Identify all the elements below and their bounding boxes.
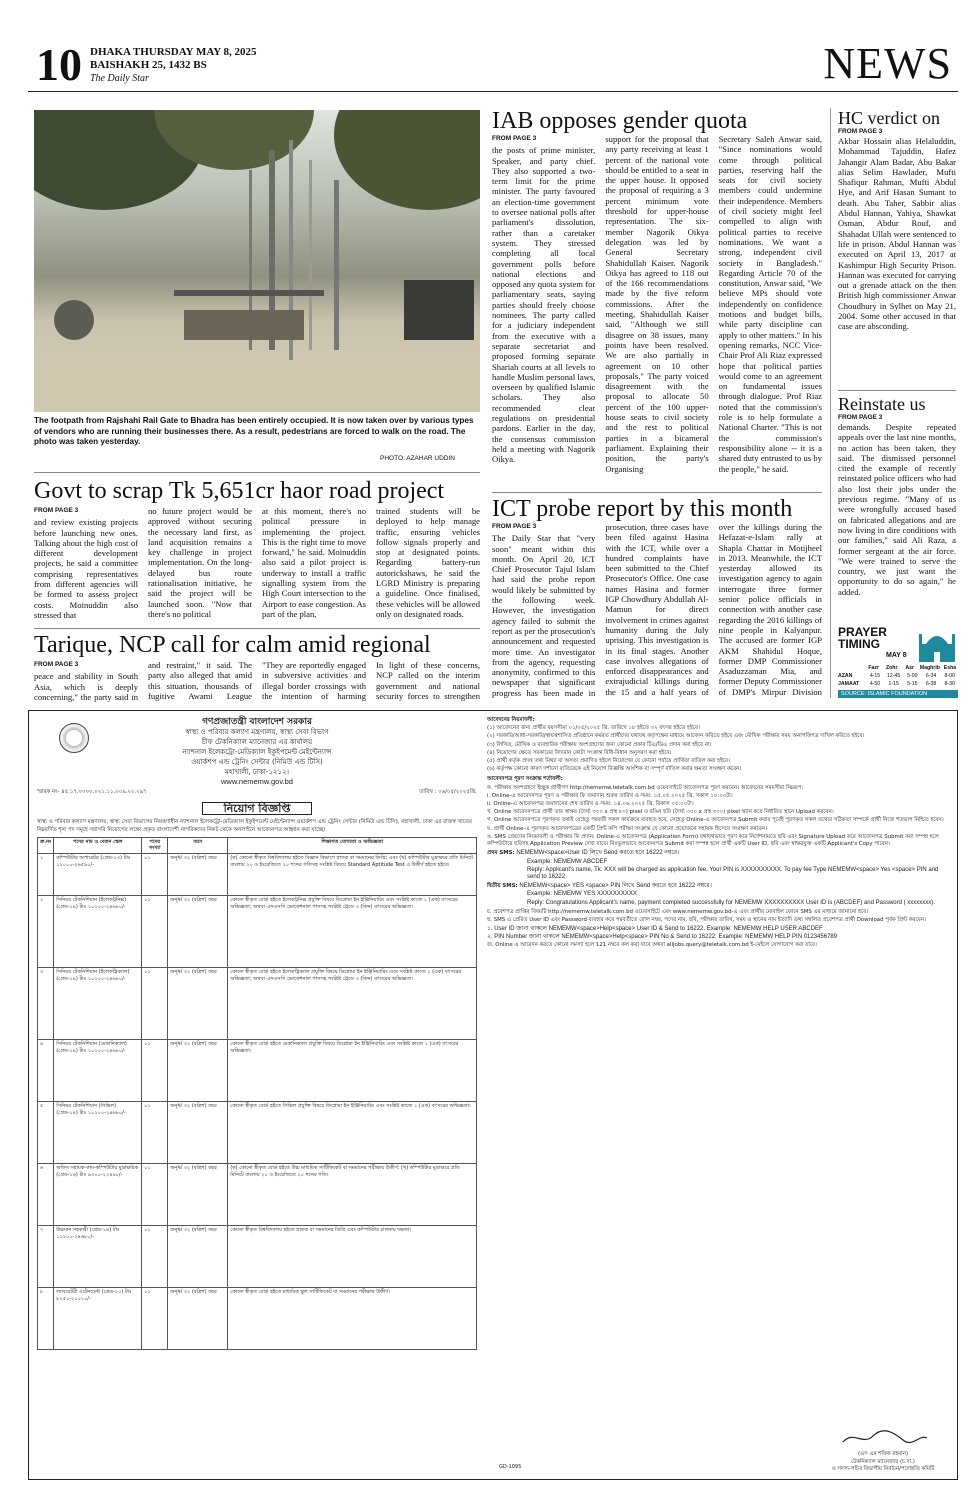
online-item: খ. Online আবেদনপত্রে প্রার্থী তার স্বাক্ষর (দৈর্ঘ্য ৩০০ x প্রস্থ ৮০) pixel ও রঙিন ছবি (দৈর্ঘ্য ৩০০ x প্রস্থ ৩০০) pixel স্ক্যান করে নির্ধারিত স্থানে Upload করবেন। bbox=[487, 809, 834, 816]
hc-from: FROM PAGE 3 bbox=[838, 128, 883, 135]
dateline bbox=[90, 46, 257, 85]
tarique-body bbox=[34, 660, 480, 702]
govt-col-3-text: at this moment, there's no political pressure in implementing the project. This is the right time to move forward," he said. Moinuddin also said a pilot project is underway to install a traffic signalling system from the High Court intersection to the Airport to ease congestion. As part of the plan, bbox=[262, 506, 366, 619]
table-cell: ০১ bbox=[142, 1288, 168, 1350]
ad-left-column bbox=[37, 717, 477, 1350]
table-cell: ০১ bbox=[142, 854, 168, 896]
brand-logo-text: The Daily Star bbox=[90, 73, 149, 84]
iab-col-1 bbox=[492, 134, 595, 484]
divider bbox=[34, 472, 480, 473]
table-cell: অনূর্ধ্ব ৩২ (বত্রিশ) বছর bbox=[168, 1164, 228, 1226]
prayer-timing-box bbox=[838, 626, 958, 702]
iab-col-1-text: the posts of prime minister, Speaker, and party chief. They also supported a two-term limit for the prime minister. The party favoured an election-time government to oversee national polls after parliament's dissolution, rather than a caretaker system. They stressed completing all local government polls before national elections and opposed any quota system for parliamentary seats, saying parties should freely choose nominees. The party called for a judiciary independent from the executive with a separate secretariat and proposed forming separate Shariah courts at all levels to handle Muslim personal laws, overseen by qualified Islamic scholars. They also recommended clear regulations on presidential pardons. Earlier in the day, the consensus commission held a meeting with Nagorik Oikya. bbox=[492, 145, 596, 465]
sms-second-label: দ্বিতীয় SMS: bbox=[487, 882, 518, 889]
govt-col-1-text: and review existing projects before launching new ones. Talking about the high cost of different development projects, he said a committee comprising representatives from different agencies will be formed to assess project costs. Moinuddin also stressed that bbox=[34, 517, 138, 620]
table-cell: অনূর্ধ্ব ৩২ (বত্রিশ) বছর bbox=[168, 1226, 228, 1288]
tarique-col-4-text: In light of these concerns, NCP called on the interim government and national security forces to strengthen bbox=[376, 660, 480, 701]
table-cell: অনূর্ধ্ব ৩২ (বত্রিশ) বছর bbox=[168, 896, 228, 968]
date-text: DHAKA THURSDAY MAY 8, 2025 bbox=[90, 46, 257, 58]
signer-org: ও সদস্য-সচিব বিভাগীয় নির্বাচন/পদোন্নতি কমিটি bbox=[831, 1465, 935, 1472]
hc-text: Akbar Hossain alias Helaluddin, Mohammad Tajuddin, Hafez Jahangir Alam Badar, Abu Bakar alias Selim Hawlader, Mufti Shafiqur Rahman, Mufti Abdul Hye, and Arif Hasan Sumant to death. Abu Taher, Sabbir alias Abdul Hannan, Yahiya, Shawkat Osman, Abdur Rouf, and Shahadat Ullah were sentenced to life in prison. Abdul Hannan was executed on April 13, 2017 at Kashimpur High Security Prison. Hannan was executed for carrying out a grenade attack on the then British high commissioner Anwar Choudhury in Sylhet on May 21, 2004. Some other accused in that case are absconding. bbox=[838, 136, 956, 332]
table-cell: ৬ bbox=[38, 1164, 54, 1226]
table-cell: ৮ bbox=[38, 1288, 54, 1350]
hc-headline[interactable]: HC verdict on bbox=[838, 108, 940, 128]
divider bbox=[492, 492, 822, 493]
column-divider bbox=[830, 108, 831, 698]
table-cell: ০১ bbox=[142, 1164, 168, 1226]
sms-first: NEMEMW<space>User ID লিখে Send করতে হবে 16222 নম্বরে। bbox=[516, 850, 680, 857]
divider bbox=[34, 628, 480, 629]
table-cell: অনূর্ধ্ব ৩২ (বত্রিশ) বছর bbox=[168, 1040, 228, 1102]
ad-website[interactable]: www.nememw.gov.bd bbox=[221, 777, 293, 786]
table-cell: ৫ bbox=[38, 1102, 54, 1164]
reinstate-text: demands. Despite repeated appeals over the last nine months, no action has been taken, they said. The dismissed personnel cited the example of recently reinstated police officers who had also lost their jobs under the previous regime. "Many of us were wrongfully accused based on fabricated allegations and are now living in dire conditions with our families," said Ali Raza, a former sergeant at the air force. "We were trained to serve the country, we just want the opportunity to do so again," he added. bbox=[838, 422, 956, 597]
table-cell: (ক) কোনো স্বীকৃত বিশ্ববিদ্যালয় হইতে বিজ্ঞান বিভাগে স্নাতক বা সমমানের ডিগ্রি; এবং (খ) কম্পিউটার মুদ্রাক্ষরে প্রতি মিনিটে বাংলায় ২০ ও ইংরেজিতে ২০ শব্দের গতিসহ সংশ্লিষ্ট বিষয়ে Standard Aptitude Test এ উত্তীর্ণ হইতে হইবে। bbox=[228, 854, 477, 896]
govt-col-2 bbox=[148, 506, 252, 626]
memo-number: স্মারক নং- ৪৫.১৭.০০০০.০২১.১১.০০৯.২২.২৯৭ bbox=[37, 789, 147, 795]
table-cell: ল্যাবরেটরী এটেনডেন্ট (গ্রেড-২০) টাঃ ৮২৫০-২০০১০/- bbox=[54, 1288, 142, 1350]
govt-col-4 bbox=[376, 506, 480, 626]
iab-col-2-text: support for the proposal that any party receiving at least 1 percent of the national vote should be entitled to a seat in the upper house. It opposed the proposal of requiring a 3 percent minimum vote threshold for upper-house representation. The six-member Nagorik Oikya delegation was led by General Secretary Shahidullah Kaiser. Nagorik Oikya has agreed to 118 out of the 166 recommendations made by the five reform commissions. After the meeting, Shahidullah Kaiser said, "Although we still disagree on 38 issues, many points have been resolved. We are also partially in agreement on 10 other proposals." The party voiced disagreement with the proposal to allocate 50 percent of the 100 upper-house seats to civil society and the rest to political parties in a bicameral parliament. Explaining their position, the party's Organising bbox=[605, 134, 709, 474]
hc-body bbox=[838, 128, 956, 386]
table-cell: কোনো স্বীকৃত বোর্ড হইতে মেকানিক্যাল প্রযুক্তি বিষয়ে ডিপ্লোমা ইন ইঞ্জিনিয়ারিং এবং সংশ্লিষ্ট কাজে ১ (এক) বৎসরের অভিজ্ঞতা। bbox=[228, 1040, 477, 1102]
tarique-col-3 bbox=[262, 660, 366, 702]
ict-headline[interactable]: ICT probe report by this month bbox=[492, 496, 793, 522]
signature-scrawl-icon bbox=[823, 1428, 943, 1448]
govt-headline[interactable]: Govt to scrap Tk 5,651cr haor road project bbox=[34, 478, 445, 504]
prayer-table bbox=[838, 664, 958, 698]
online-item: গ. Online আবেদনপত্রে পূরণকৃত তথ্যই যেহেতু পরবর্তী সকল কার্যক্রমে ব্যবহৃত হবে, সেহেতু Online-এ আবেদনপত্র Submit করার পূর্বেই পূরণকৃত সকল তথ্যের সঠিকতা সম্পর্কে প্রার্থী নিজে শতভাগ নিশ্চিত হবেন। bbox=[487, 817, 944, 824]
tarique-from: FROM PAGE 3 bbox=[34, 661, 79, 668]
govt-col-3 bbox=[262, 506, 366, 626]
reinstate-headline[interactable]: Reinstate us bbox=[838, 394, 926, 414]
tarique-col-3-text: "They are reportedly engaged in subversive activities and illegal border crossings with the intention of harming bbox=[262, 660, 366, 701]
tarique-col-4 bbox=[376, 660, 480, 702]
ict-col-2 bbox=[605, 522, 708, 698]
table-cell: ৩ bbox=[38, 968, 54, 1040]
prayer-date: MAY 8 bbox=[886, 652, 907, 659]
ad-right-column bbox=[487, 717, 949, 951]
ict-col-1 bbox=[492, 522, 595, 698]
table-cell: ০১ bbox=[142, 1226, 168, 1288]
instructions-title: আবেদনের নিয়মাবলী: bbox=[487, 717, 535, 723]
online-item: i. Online-এ আবেদনপত্র পূরণ ও পরীক্ষার ফি জমাদান শুরুর তারিখ ও সময়: ১৫.০৫.২০২৫ খ্রি. সকাল ১০:০০টা। bbox=[487, 792, 733, 799]
online-item: ক. পরীক্ষায় অংশগ্রহণে ইচ্ছুক প্রার্থীগণ http://nememw.teletalk.com.bd ওয়েবসাইটে আবেদনপত্র পূরণ করবেন। আবেদনের সময়সীমা নিম্নরূপ: bbox=[487, 784, 804, 791]
table-cell: অনূর্ধ্ব ৩২ (বত্রিশ) বছর bbox=[168, 854, 228, 896]
table-row bbox=[38, 1226, 477, 1288]
table-row bbox=[38, 1102, 477, 1164]
iab-from: FROM PAGE 3 bbox=[492, 135, 537, 142]
prayer-header-row: Fazr Zohr Asr Maghrib Esha bbox=[868, 665, 957, 671]
table-cell: ২ bbox=[38, 896, 54, 968]
table-cell: অনূর্ধ্ব ৩২ (বত্রিশ) বছর bbox=[168, 1102, 228, 1164]
ict-col-1-text: The Daily Star that "very soon" meant within this month. On April 20, ICT Chief Prosecutor Tajul Islam had said the probe report would likely be submitted by the following week. However, the investigation agency failed to submit the report as per the prosecution's announcement and requested more time. An investigator from the agency, requesting anonymity, confirmed to this newspaper that significant progress has been made in bbox=[492, 533, 596, 698]
table-cell: কোনো স্বীকৃত বিশ্ববিদ্যালয় হইতে স্নাতক বা সমমানের ডিগ্রি এবং কম্পিউটার চালনায় দক্ষতা। bbox=[228, 1226, 477, 1288]
tarique-col-2 bbox=[148, 660, 252, 702]
ad-header: গণপ্রজাতন্ত্রী বাংলাদেশ সরকার স্বাস্থ্য ও পরিবার কল্যাণ মন্ত্রণালয়, স্বাস্থ্য সেবা বিভাগ চীফ টেকনিক্যাল ম্যানেজার এর কার্যালয় ন্যাশনাল ইলেকট্রো-মেডিক্যাল ইকুইপমেন্ট মেইন্টেন্যান্স ওয়ার্কশপ এন্ড ট্রেনিং সেন্টার (নিমিউ এন্ড টিসি) মহাখালী, ঢাকা-১২১২। www.nememw.gov.bd bbox=[37, 717, 477, 787]
photo-caption: The footpath from Rajshahi Rail Gate to Bhadra has been entirely occupied. It is now taken over by various types of vendors who are running their businesses there. As a result, pedestrians are forced to walk on the road. The photo was taken yesterday. bbox=[34, 416, 474, 446]
sms-example-1: Example: NEMEMW ABCDEF bbox=[527, 858, 608, 865]
table-row bbox=[38, 968, 477, 1040]
table-row bbox=[38, 1040, 477, 1102]
table-cell: ৭ bbox=[38, 1226, 54, 1288]
page-number: 10 bbox=[36, 39, 82, 90]
online-item: ii. Online-এ আবেদনপত্র জমাদানের শেষ তারিখ ও সময়: ১৪.০৬.২০২৫ খ্রি. বিকাল ০৫:০০টা। bbox=[487, 801, 694, 808]
table-cell: অফিস সহায়ক-কাম-কম্পিউটার মুদ্রাক্ষরিক (গ্রেড-১৬) টাঃ ৯৩০০-২২৪৯০/- bbox=[54, 1164, 142, 1226]
tarique-col-2-text: and restraint," it said. The party also alleged that amid this situation, thousands of fugitive Awami League bbox=[148, 660, 252, 701]
sms-reply-2: Reply: Congratulations Applicant's name, payment completed successfully for NEMEMW XXXXXXXXXX User ID is (ABCDEF) and Password ( xxxxxxxx). bbox=[527, 899, 935, 906]
ict-from: FROM PAGE 3 bbox=[492, 523, 537, 530]
table-cell: কোনো স্বীকৃত বোর্ড হইতে মাধ্যমিক স্কুল সার্টিফিকেট বা সমমানের পরীক্ষায় উত্তীর্ণ। bbox=[228, 1288, 477, 1350]
photo-credit: PHOTO: AZAHAR UDDIN bbox=[380, 455, 456, 462]
table-cell: ০১ bbox=[142, 896, 168, 968]
final-item: জ. Online এ আবেদন করতে কোনো সমস্যা হলে 121 নম্বরে কল করা যাবে অথবা alljobs.query@teletalk.com.bd ই-মেইলে যোগাযোগ করা যাবে। bbox=[487, 942, 817, 949]
govt-col-2-text: no future project would be approved without securing the necessary land first, as land acquisition remains a key challenge in project implementation. On the long-delayed bus route rationalisation initiative, he said the project will be launched soon. "Now that there's no political bbox=[148, 506, 252, 619]
table-cell: কোনো স্বীকৃত বোর্ড হইতে সিভিল প্রযুক্তি বিষয়ে ডিপ্লোমা ইন ইঞ্জিনিয়ারিং এবং সংশ্লিষ্ট কাজে ১ (এক) বৎসরের অভিজ্ঞতা। bbox=[228, 1102, 477, 1164]
table-row bbox=[38, 896, 477, 968]
mosque-icon bbox=[918, 626, 956, 662]
signature-block bbox=[823, 1428, 943, 1473]
ad-intro: স্বাস্থ্য ও পরিবার কল্যাণ মন্ত্রণালয়, স্বাস্থ্য সেবা বিভাগের নিয়ন্ত্রণাধীন ন্যাশনাল ইলেকট্রো-মেডিক্যাল ইকুইপমেন্ট মেইন্টেন্যান্স ওয়ার্কশপ এন্ড ট্রেনিং সেন্টার (নিমিউ এন্ড টিসি), মহাখালী, ঢাকা এর রাজস্ব খাতের নিম্নবর্ণিত শূন্য পদ সমূহে সরাসরি নিয়োগের লক্ষ্যে প্রকৃত বাংলাদেশী নাগরিকদের নিকট থেকে অনলাইনে আবেদনপত্র আহ্বান করা যাচ্ছে। bbox=[37, 819, 472, 833]
online-item: ঙ. SMS প্রেরণের নিয়মাবলী ও পরীক্ষার ফি প্রদান: Online-এ আবেদনপত্র (Application Form) যথাযথভাবে পূরণ করে নির্দেশনামতে ছবি এবং Signature Upload করে আবেদনপত্র Submit করা সম্পন্ন হলে কম্পিউটারে ছবিসহ Application Preview দেখা যাবে। নিঃভুলভাবে আবেদনপত্র Submit করা সম্পন্ন হলে প্রার্থী একটি User ID, ছবি এবং স্বাক্ষরযুক্ত একটি Applicant's Copy পাবেন। bbox=[487, 833, 939, 848]
table-cell: কোনো স্বীকৃত বোর্ড হইতে ইলেকট্রনিক্স প্রযুক্তি বিষয়ে ডিপ্লোমা ইন ইঞ্জিনিয়ারিং এবং সংশ্লিষ্ট কাজে ১ (এক) বৎসরের অভিজ্ঞতা; অথবা এসএসসি ভোকেশনাল পাসসহ সংশ্লিষ্ট ট্রেডে ৩ (তিন) বৎসরের অভিজ্ঞতা। bbox=[228, 896, 477, 968]
memo-date: তারিখ : ০৬/০৫/২০২৫খ্রি. bbox=[419, 789, 477, 795]
sms-second: NEMEMW<space> YES <space> PIN লিখে Send করতে হবে 16222 নম্বরে। bbox=[519, 882, 712, 889]
table-row bbox=[38, 1288, 477, 1350]
final-item: ১. User ID জানা থাকলে NEMEMW<space>Help<space> User ID & Send to 16222. Example: NEMEMW HELP USER ABCDEF bbox=[487, 925, 823, 932]
instruction-item: (৩) লিখিত, মৌখিক ও ব্যবহারিক পরীক্ষায় অংশগ্রহণের জন্য কোনো প্রকার টিএ/ডিএ প্রদান করা হইবে না। bbox=[487, 741, 712, 748]
tarique-headline[interactable]: Tarique, NCP call for calm amid regional bbox=[34, 632, 431, 658]
prayer-source: SOURCE: ISLAMIC FOUNDATION bbox=[838, 690, 958, 698]
instruction-item: (৪) নিয়োগের ক্ষেত্রে সরকারের বিদ্যমান কোটা সংক্রান্ত বিধি-বিধান অনুসরণ করা হইবে। bbox=[487, 749, 672, 756]
table-cell: ১ bbox=[38, 854, 54, 896]
prayer-azan-row: AZAN 4-15 12-45 5-00 6-34 8-00 bbox=[838, 673, 955, 679]
tarique-col-1-text: peace and stability in South Asia, which is deeply concerning," the party said in bbox=[34, 671, 138, 702]
online-title: আবেদনপত্র পূরণ সংক্রান্ত শর্তাবলী: bbox=[487, 776, 563, 783]
table-cell: সিনিয়র টেকনিশিয়ান (মেকানিক্যাল) (গ্রেড-১৪) টাঃ ১০২০০-২৪৬৮০/- bbox=[54, 1040, 142, 1102]
table-cell: অনূর্ধ্ব ৩২ (বত্রিশ) বছর bbox=[168, 1288, 228, 1350]
table-cell: ০১ bbox=[142, 1040, 168, 1102]
table-cell: সিনিয়র টেকনিশিয়ান (ইলেকট্রিক্যাল) (গ্রেড-১৪) টাঃ ১০২০০-২৪৬৮০/- bbox=[54, 968, 142, 1040]
iab-col-3 bbox=[719, 134, 822, 484]
divider bbox=[838, 390, 956, 391]
ict-col-3 bbox=[719, 522, 822, 698]
prayer-jamaat-row: JAMAAT 4-50 1-15 5-15 6-38 8-30 bbox=[838, 681, 955, 687]
memo-line bbox=[37, 789, 477, 796]
govt-body bbox=[34, 506, 480, 626]
final-item: ২. PIN Number জানা থাকলে NEMEMW<space>Help<space> PIN No & Send to 16222. Example: NEMEMW HELP PIN 0123456789 bbox=[487, 933, 838, 940]
instruction-item: (২) সরকারি/আধা-সরকারি/স্বায়ত্তশাসিত প্রতিষ্ঠানে কর্মরত প্রার্থীদের যথাযথ কর্তৃপক্ষের মাধ্যমে আবেদন করিতে হইবে এবং মৌখিক পরীক্ষার সময় অনাপত্তিপত্র দাখিল করিতে হইবে। bbox=[487, 733, 865, 740]
ad-title: নিয়োগ বিজ্ঞপ্তি bbox=[202, 802, 312, 815]
signer-title: টেকনিক্যাল ম্যানেজার (চ.দা.) bbox=[851, 1458, 915, 1465]
iab-headline[interactable]: IAB opposes gender quota bbox=[492, 108, 748, 134]
instruction-item: (১) আবেদনের জন্য প্রার্থীর বয়সসীমা ০১/০৫/২০২৫ খ্রি. তারিখে ১৮ হইতে ৩২ বৎসর হইতে হইবে। bbox=[487, 725, 700, 732]
iab-col-2 bbox=[605, 134, 708, 484]
final-item: ছ. SMS এ প্রেরিত User ID এবং Password ব্যবহার করে পরবর্তীতে রোল নম্বর, পদের নাম, ছবি, পরীক্ষার তারিখ, সময় ও স্থানের নাম ইত্যাদি তথ্য সম্বলিত প্রবেশপত্র প্রার্থী Download পূর্বক প্রিন্ট করবেন। bbox=[487, 917, 926, 924]
table-cell: সিনিয়র টেকনিশিয়ান (সিভিল) (গ্রেড-১৪) টাঃ ১০২০০-২৪৬৮০/- bbox=[54, 1102, 142, 1164]
online-item: ঘ. প্রার্থী Online-এ পূরণকৃত আবেদনপত্রের একটি প্রিন্ট কপি পরীক্ষা সংক্রান্ত যে কোনো প্রয়োজনে সহায়ক হিসেবে সংরক্ষণ করবেন। bbox=[487, 825, 767, 832]
reinstate-body bbox=[838, 414, 956, 620]
iab-col-3-text: Secretary Saleh Anwar said, "Since nominations would come through political parties, reserving half the seats for civil society members could undermine their independence. Members of civil society might feel compelled to align with political parties to receive nominations. We want a strong, independent civil society in Bangladesh." Regarding Article 70 of the constitution, Anwar said, "We believe MPs should vote independently on confidence motions and budget bills, while party discipline can apply to other matters." In his opening remarks, NCC Vice-Chair Prof Ali Riaz expressed hope that political parties would come to an agreement on fundamental issues through dialogue. Prof Riaz noted that the commission's role is to help formulate a National Charter. "This is not the commission's responsibility alone -- it is a shared duty entrusted to us by the people," he said. bbox=[718, 134, 822, 474]
signer-name: (এস এম শফিক রহমান) bbox=[857, 1451, 909, 1458]
table-cell: সিনিয়র টেকনিশিয়ান (ইলেকট্রনিক্স) (গ্রেড-১৪) টাঃ ১০২০০-২৪৬৮০/- bbox=[54, 896, 142, 968]
govt-col-1 bbox=[34, 506, 138, 626]
govt-col-4-text: trained students will be deployed to help manage traffic, ensuring vehicles follow signals properly and stop at designated points. Regarding battery-run autorickshaws, he said the LGRD Ministry is preparing a guideline. Once finalised, these vehicles will be allowed only on designated roads. bbox=[376, 506, 480, 619]
recruitment-advertisement bbox=[28, 710, 958, 1480]
ict-body bbox=[492, 522, 822, 698]
ict-col-3-text: over the killings during the Hefazat-e-Islam rally at Shapla Chattar in Motijheel in 2013. Meanwhile, the ICT yesterday allowed its investigation agency to again interrogate three former senior police officials in connection with another case regarding the 2016 killings of nine people in Kalyanpur. The accused are former IGP AKM Shahidul Hoque, former DMP Commissioner Asaduzzaman Mia, and former Deputy Commissioner of DMP's Mirpur Division bbox=[718, 522, 822, 697]
table-cell: অনূর্ধ্ব ৩২ (বত্রিশ) বছর bbox=[168, 968, 228, 1040]
masthead bbox=[28, 40, 958, 92]
table-cell: ০১ bbox=[142, 968, 168, 1040]
govt-from: FROM PAGE 3 bbox=[34, 507, 79, 514]
table-cell: (ক) কোনো স্বীকৃত বোর্ড হইতে উচ্চ মাধ্যমিক সার্টিফিকেট বা সমমানের পরীক্ষায় উত্তীর্ণ; (খ) কম্পিউটার মুদ্রাক্ষরে প্রতি মিনিটে বাংলায় ২০ ও ইংরেজিতে ২০ শব্দের গতি। bbox=[228, 1164, 477, 1226]
news-photo bbox=[34, 110, 480, 412]
iab-body bbox=[492, 134, 822, 484]
instruction-item: (৫) প্রার্থী কর্তৃক প্রদত্ত তথ্য মিথ্যা বা অসত্য প্রমাণিত হইলে নিয়োগের যে কোনো পর্যায়ে প্রার্থিতা বাতিল করা হইবে। bbox=[487, 758, 730, 765]
jobs-header-row: ক্র.নং পদের নাম ও বেতন স্কেল পদের সংখ্যা বয়স শিক্ষাগত যোগ্যতা ও অভিজ্ঞতা bbox=[38, 837, 477, 853]
table-row bbox=[38, 1164, 477, 1226]
sms-example-2: Example: NEMEMW YES XXXXXXXXXX bbox=[527, 891, 637, 898]
reinstate-from: FROM PAGE 3 bbox=[838, 414, 883, 421]
gd-number: GD-1095 bbox=[499, 1463, 522, 1470]
table-cell: কোনো স্বীকৃত বোর্ড হইতে ইলেকট্রিক্যাল প্রযুক্তি বিষয়ে ডিপ্লোমা ইন ইঞ্জিনিয়ারিং এবং সংশ্লিষ্ট কাজে ১ (এক) বৎসরের অভিজ্ঞতা; অথবা এসএসসি ভোকেশনাল পাসসহ সংশ্লিষ্ট ট্রেডে ৩ (তিন) বৎসরের অভিজ্ঞতা। bbox=[228, 968, 477, 1040]
jobs-table bbox=[37, 837, 477, 1350]
table-cell: ০১ bbox=[142, 1102, 168, 1164]
final-item: চ. প্রবেশপত্র প্রাপ্তির বিষয়টি http://nememw.teletalk.com.bd ওয়েবসাইটে এবং www.nememw.gov.bd-এ এবং প্রার্থীর মোবাইল ফোনে SMS এর মাধ্যমে জানানো হবে। bbox=[487, 909, 869, 916]
bangla-date-text: BAISHAKH 25, 1432 BS bbox=[90, 59, 207, 71]
ict-col-2-text: prosecution, three cases have been filed against Hasina with the ICT, while over a hundred complaints have been submitted to the Chief Prosecutor's Office. One case names Hasina and former IGP Chowdhury Abdullah Al-Mamun for direct involvement in crimes against humanity during the July uprising. This investigation is in its final stages. Another case involves allegations of enforced disappearances and extrajudicial killings during the 15 and a half years of bbox=[605, 522, 709, 697]
section-title: NEWS bbox=[823, 39, 952, 88]
instruction-item: (৬) কর্তৃপক্ষ কোনো কারণ দর্শানো ব্যতিরেকে এই নিয়োগ বিজ্ঞপ্তি আংশিক বা সম্পূর্ণ বাতিল করার ক্ষমতা সংরক্ষণ করেন। bbox=[487, 766, 742, 773]
government-emblem-icon bbox=[59, 723, 89, 753]
sms-first-label: প্রথম SMS: bbox=[487, 850, 515, 857]
table-cell: ৪ bbox=[38, 1040, 54, 1102]
table-cell: কম্পিউটার অপারেটর (গ্রেড-১৩) টাঃ ১১০০০-২৬৫৯০/- bbox=[54, 854, 142, 896]
sms-reply-1: Reply: Applicant's name, Tk. XXX will be charged as application fee. Your PIN is XXXXXXXXXX. To pay fee Type NEMEMW<space> Yes <space> PIN and send to 16222 bbox=[527, 867, 939, 881]
table-row bbox=[38, 854, 477, 896]
table-cell: উচ্চমান সহকারী (গ্রেড-১৪) টাঃ ১০২০০-২৪৬৮০/- bbox=[54, 1226, 142, 1288]
tarique-col-1 bbox=[34, 660, 138, 702]
prayer-title: PRAYER TIMING bbox=[838, 625, 887, 651]
